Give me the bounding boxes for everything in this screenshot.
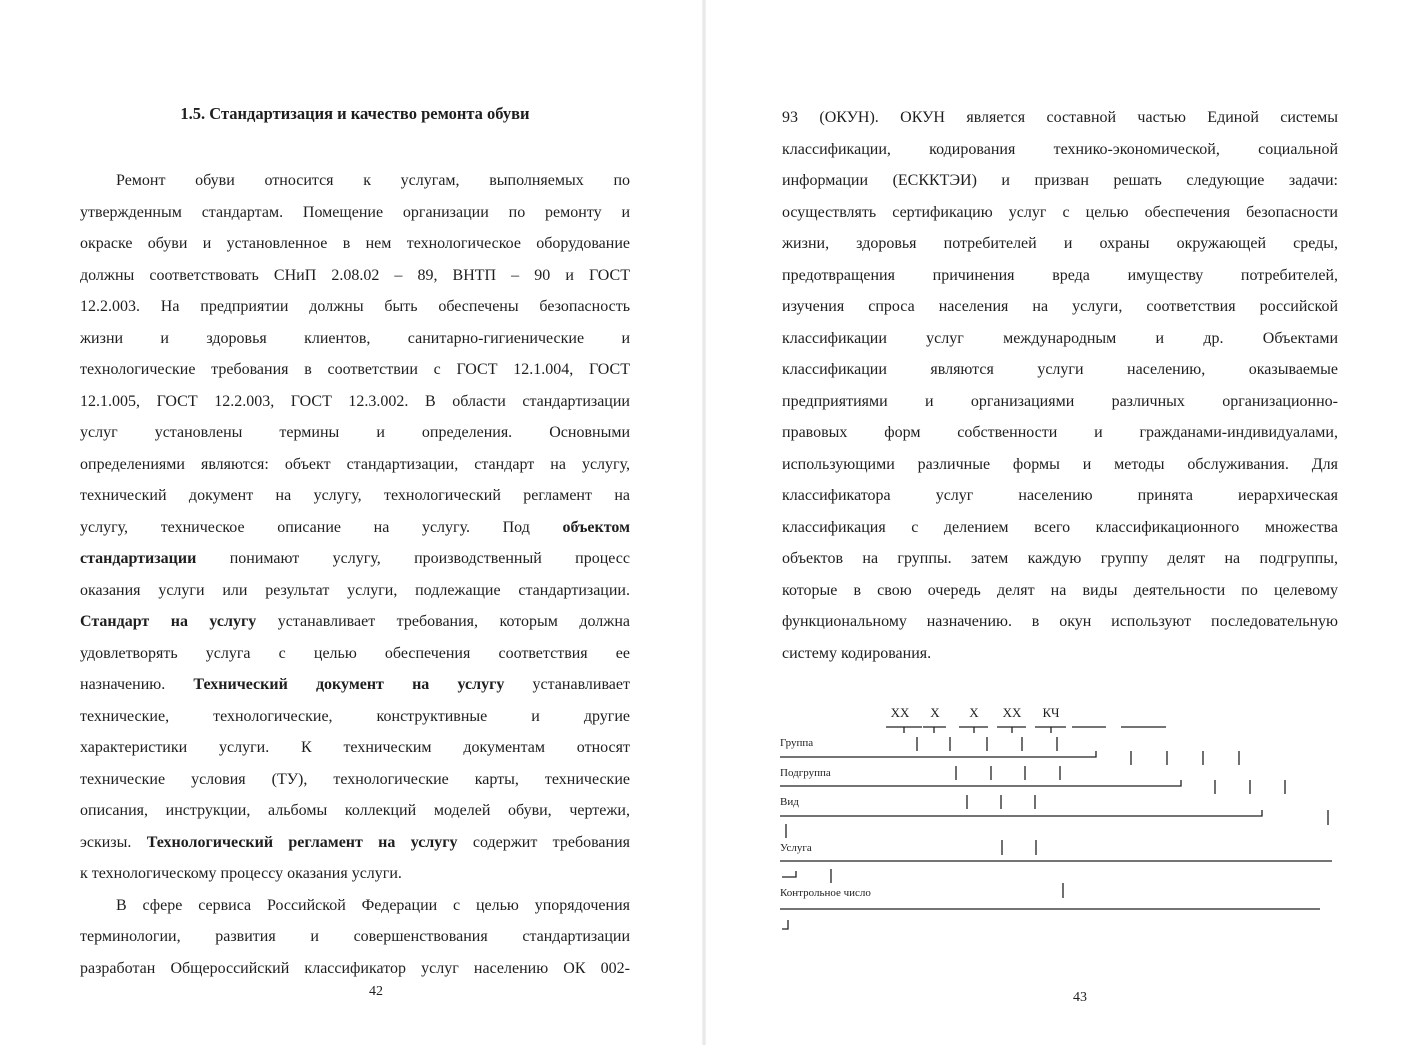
text-line bbox=[80, 890, 630, 922]
code-brackets bbox=[886, 727, 1166, 733]
text-line bbox=[80, 354, 630, 386]
right-page bbox=[704, 0, 1408, 1045]
text-segment: изучения спроса населения на услуги, соответствия российской bbox=[782, 298, 1338, 315]
row-label-check-number: Контрольное число bbox=[780, 887, 871, 899]
bold-term: Технический документ на услугу bbox=[193, 676, 505, 693]
text-segment: терминологии, развития и совершенствования стандартизации bbox=[80, 928, 630, 945]
text-segment: эскизы. bbox=[80, 833, 147, 851]
text-segment: В сфере сервиса Российской Федерации с целью упорядочения bbox=[116, 896, 630, 914]
text-line bbox=[80, 512, 630, 544]
text-line bbox=[80, 291, 630, 323]
text-line bbox=[80, 228, 630, 260]
text-segment: классификации услуг международным и др. Объектами bbox=[782, 329, 1338, 347]
text-segment: окраске обуви и установленное в нем технологическое оборудование bbox=[80, 235, 630, 252]
row-label-subgroup: Подгруппа bbox=[780, 767, 831, 779]
text-segment: функциональному назначению. в окун используют последовательную bbox=[782, 613, 1338, 630]
row-type-lines bbox=[780, 795, 1328, 838]
row-label-service: Услуга bbox=[780, 842, 812, 854]
text-line bbox=[80, 606, 630, 638]
text-segment: классификации являются услуги населению, оказываемые bbox=[782, 361, 1338, 378]
text-line bbox=[80, 921, 630, 953]
text-segment: информации (ЕСККТЭИ) и призван решать следующие задачи: bbox=[782, 172, 1338, 189]
text-line bbox=[80, 827, 630, 859]
text-segment: предотвращения причинения вреда имуществу потребителей, bbox=[782, 266, 1338, 284]
text-line bbox=[80, 638, 630, 670]
bold-term: стандартизации bbox=[80, 550, 197, 567]
text-line bbox=[80, 449, 630, 481]
row-group-lines bbox=[780, 737, 1239, 765]
code-label-subgroup: Х bbox=[930, 705, 940, 720]
text-line bbox=[80, 795, 630, 827]
text-segment: использующими различные формы и методы обслуживания. Для bbox=[782, 455, 1338, 473]
row-label-group: Группа bbox=[780, 737, 814, 749]
text-segment: оказания услуги или результат услуги, подлежащие стандартизации. bbox=[80, 581, 630, 599]
text-line bbox=[80, 197, 630, 229]
bold-term: объектом bbox=[562, 518, 630, 536]
text-segment: которые в свою очередь делят на виды деятельности по целевому bbox=[782, 581, 1338, 599]
text-line bbox=[80, 764, 630, 796]
text-segment: жизни, здоровья потребителей и охраны окружающей среды, bbox=[782, 235, 1338, 252]
left-page-body bbox=[80, 165, 630, 984]
page-number-left: 42 bbox=[369, 984, 383, 999]
text-segment: жизни и здоровья клиентов, санитарно-гигиенические и bbox=[80, 329, 630, 347]
text-segment: предприятиями и организациями различных организационно- bbox=[782, 392, 1338, 410]
text-segment: удовлетворять услуга с целью обеспечения соответствия ее bbox=[80, 644, 630, 662]
text-segment: назначению. bbox=[80, 676, 194, 693]
text-line bbox=[80, 858, 630, 890]
text-segment: понимают услугу, производственный процесс bbox=[196, 550, 630, 567]
text-line bbox=[80, 669, 630, 701]
text-segment: объектов на группы. затем каждую группу делят на подгруппы, bbox=[782, 550, 1338, 567]
text-segment: Ремонт обуви относится к услугам, выполняемых по bbox=[116, 172, 630, 189]
text-segment: услугу, техническое описание на услугу. Под bbox=[80, 518, 563, 536]
text-segment: технологические требования в соответствии с ГОСТ 12.1.004, ГОСТ bbox=[80, 361, 630, 378]
text-segment: характеристики услуги. К техническим документам относят bbox=[80, 739, 630, 756]
text-segment: 93 (ОКУН). ОКУН является составной частью Единой системы bbox=[782, 109, 1338, 126]
text-segment: описания, инструкции, альбомы коллекций моделей обуви, чертежи, bbox=[80, 802, 630, 819]
text-segment: разработан Общероссийский классификатор услуг населению ОК 002- bbox=[80, 959, 630, 977]
text-segment: устанавливает требования, которым должна bbox=[256, 613, 630, 630]
text-line bbox=[80, 732, 630, 764]
section-heading: 1.5. Стандартизация и качество ремонта обуви bbox=[180, 104, 530, 123]
row-subgroup-lines bbox=[780, 766, 1285, 794]
text-line bbox=[80, 386, 630, 418]
text-segment: содержит требования bbox=[457, 833, 630, 851]
text-line bbox=[80, 417, 630, 449]
text-segment: услуг установлены термины и определения. Основными bbox=[80, 424, 630, 441]
text-line bbox=[80, 953, 630, 985]
row-service-lines bbox=[780, 840, 1332, 883]
text-segment: технический документ на услугу, технологический регламент на bbox=[80, 487, 630, 504]
text-segment: технические условия (ТУ), технологические карты, технические bbox=[80, 770, 630, 788]
text-line bbox=[80, 480, 630, 512]
text-segment: 12.2.003. На предприятии должны быть обеспечены безопасность bbox=[80, 298, 630, 315]
text-segment: должны соответствовать СНиП 2.08.02 – 89, ВНТП – 90 и ГОСТ bbox=[80, 266, 630, 284]
code-label-type: Х bbox=[969, 705, 979, 720]
text-segment: технические, технологические, конструктивные и другие bbox=[80, 707, 630, 725]
bold-term: Технологический регламент на услугу bbox=[146, 833, 458, 851]
code-label-service: ХХ bbox=[1002, 705, 1022, 720]
text-segment: утвержденным стандартам. Помещение организации по ремонту и bbox=[80, 203, 630, 221]
text-segment: 12.1.005, ГОСТ 12.2.003, ГОСТ 12.3.002. В области стандартизации bbox=[80, 392, 630, 410]
text-segment: систему кодирования. bbox=[782, 644, 932, 662]
text-segment: определениями являются: объект стандартизации, стандарт на услугу, bbox=[80, 455, 630, 473]
text-segment: устанавливает bbox=[504, 676, 630, 693]
text-line bbox=[80, 165, 630, 197]
text-line bbox=[80, 260, 630, 292]
text-segment: классификация с делением всего классификационного множества bbox=[782, 518, 1338, 536]
bold-term: Стандарт на услугу bbox=[80, 613, 257, 630]
text-segment: осуществлять сертификацию услуг с целью обеспечения безопасности bbox=[782, 203, 1338, 221]
text-segment: к технологическому процессу оказания услуги. bbox=[80, 865, 402, 882]
text-line bbox=[80, 323, 630, 355]
text-segment: классификации, кодирования технико-экономической, социальной bbox=[782, 140, 1338, 158]
text-segment: правовых форм собственности и гражданами-индивидуалами, bbox=[782, 424, 1338, 441]
text-line bbox=[80, 543, 630, 575]
text-line bbox=[80, 701, 630, 733]
text-line bbox=[80, 575, 630, 607]
text-segment: классификатора услуг населению принята иерархическая bbox=[782, 487, 1338, 504]
code-label-check-number: КЧ bbox=[1042, 705, 1060, 720]
row-label-type: Вид bbox=[780, 796, 799, 808]
page-number-right: 43 bbox=[1073, 990, 1087, 1005]
okun-coding-diagram bbox=[704, 0, 1408, 1045]
code-label-group: ХХ bbox=[890, 705, 910, 720]
